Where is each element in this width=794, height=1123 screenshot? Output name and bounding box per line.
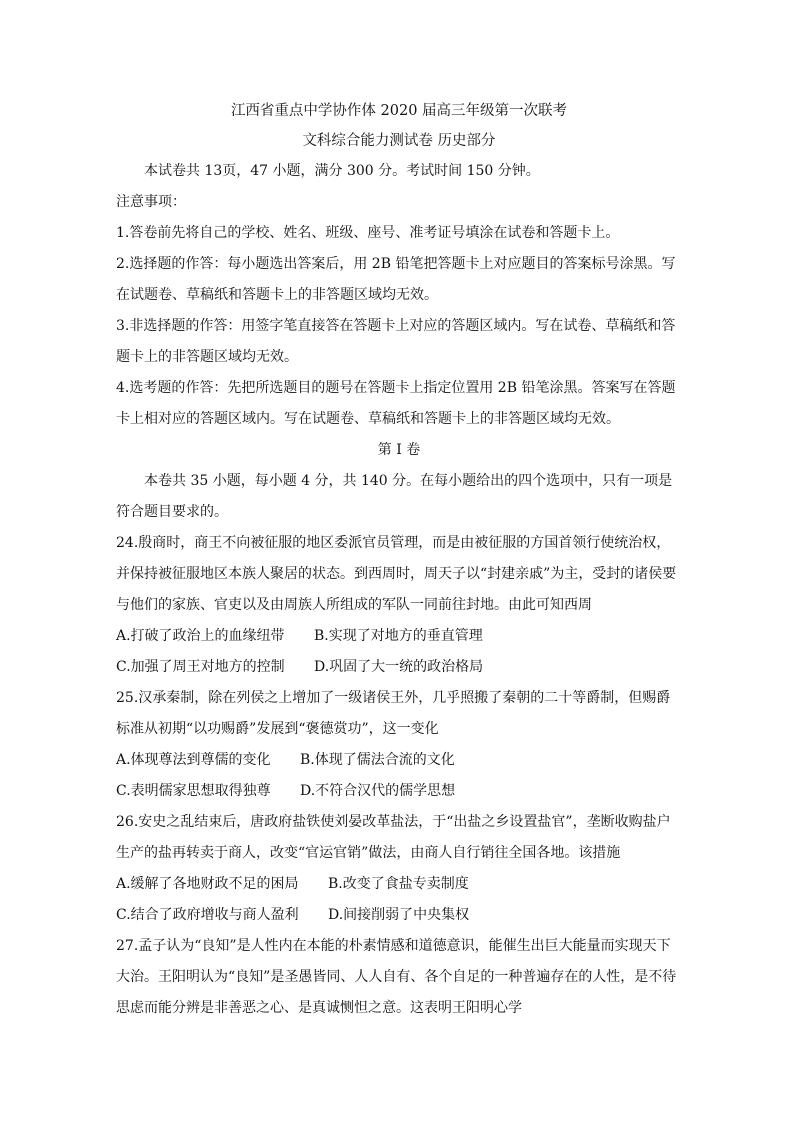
exam-page: [116, 96, 682, 1024]
option-row: [116, 776, 682, 807]
question-stem: 24.殷商时，商王不向被征服的地区委派官员管理，而是由被征服的方国首领行使统治权，并保持被征服地区本族人聚居的状态。到西周时，周天子以“封建亲戚”为主，受封的诸侯要与他们的家族、官吏以及由周族人所组成的军队一同前往封地。由此可知西周: [116, 535, 677, 613]
option-row: [116, 900, 682, 931]
watermark: [620, 760, 780, 794]
notice-4: 4.选考题的作答：先把所选题目的题号在答题卡上指定位置用 2B 铅笔涂黑。答案写在答题卡上相对应的答题区域内。写在试题卷、草稿纸和答题卡上的非答题区域均无效。: [116, 380, 676, 427]
option-b: B.改变了食盐专卖制度: [328, 876, 469, 892]
section-intro: 本卷共 35 小题，每小题 4 分，共 140 分。在每小题给出的四个选项中，只有一项是符合题目要求的。: [116, 473, 673, 520]
question-stem: 26.安史之乱结束后，唐政府盐铁使刘晏改革盐法，于“出盐之乡设置盐官”，垄断收购盐户生产的盐再转卖于商人，改变“官运官销”做法，由商人自行销往全国各地。该措施: [116, 814, 671, 861]
section-title: 第 I 卷: [377, 442, 421, 458]
question-27: [116, 931, 682, 1024]
option-row: [116, 745, 682, 776]
notice-3: 3.非选择题的作答：用签字笔直接答在答题卡上对应的答题区域内。写在试卷、草稿纸和答题卡上的非答题区域均无效。: [116, 318, 676, 365]
option-c: C.表明儒家思想取得独尊: [116, 783, 271, 799]
exam-title: 江西省重点中学协作体 2020 届高三年级第一次联考: [230, 103, 568, 119]
option-row: [116, 869, 682, 900]
option-b: B.体现了儒法合流的文化: [300, 752, 455, 768]
option-c: C.加强了周王对地方的控制: [116, 659, 285, 675]
notice-1: 1.答卷前先将自己的学校、姓名、班级、座号、准考证号填涂在试卷和答题卡上。: [116, 225, 620, 241]
question-24: [116, 528, 682, 683]
option-row: [116, 652, 682, 683]
option-a: A.体现尊法到尊儒的变化: [116, 752, 271, 768]
exam-intro: 本试卷共 13页，47 小题，满分 300 分。考试时间 150 分钟。: [144, 163, 540, 179]
question-stem: 25.汉承秦制，除在列侯之上增加了一级诸侯王外，几乎照搬了秦朝的二十等爵制，但赐爵标准从初期“以功赐爵”发展到“褒德赏功”，这一变化: [116, 690, 671, 737]
option-a: A.打破了政治上的血缘纽带: [116, 628, 285, 644]
question-26: [116, 807, 682, 931]
option-c: C.结合了政府增收与商人盈利: [116, 907, 299, 923]
option-b: B.实现了对地方的垂直管理: [314, 628, 483, 644]
option-d: D.间接削弱了中央集权: [328, 907, 470, 923]
question-stem: 27.孟子认为“良知”是人性内在本能的朴素情感和道德意识，能催生出巨大能量而实现天下大治。王阳明认为“良知”是圣愚皆同、人人自有、各个自足的一种普遍存在的人性，是不待思虑而能分辨是非善恶之心、是真诚恻怛之意。这表明王阳明心学: [116, 938, 677, 1016]
option-d: D.不符合汉代的儒学思想: [300, 783, 456, 799]
option-d: D.巩固了大一统的政治格局: [314, 659, 484, 675]
option-row: [116, 621, 682, 652]
option-a: A.缓解了各地财政不足的困局: [116, 876, 299, 892]
notice-2: 2.选择题的作答：每小题选出答案后，用 2B 铅笔把答题卡上对应题目的答案标号涂黑。写在试题卷、草稿纸和答题卡上的非答题区域均无效。: [116, 256, 676, 303]
notice-title: 注意事项：: [116, 194, 186, 210]
question-25: [116, 683, 682, 807]
exam-subtitle: 文科综合能力测试卷 历史部分: [302, 133, 496, 149]
